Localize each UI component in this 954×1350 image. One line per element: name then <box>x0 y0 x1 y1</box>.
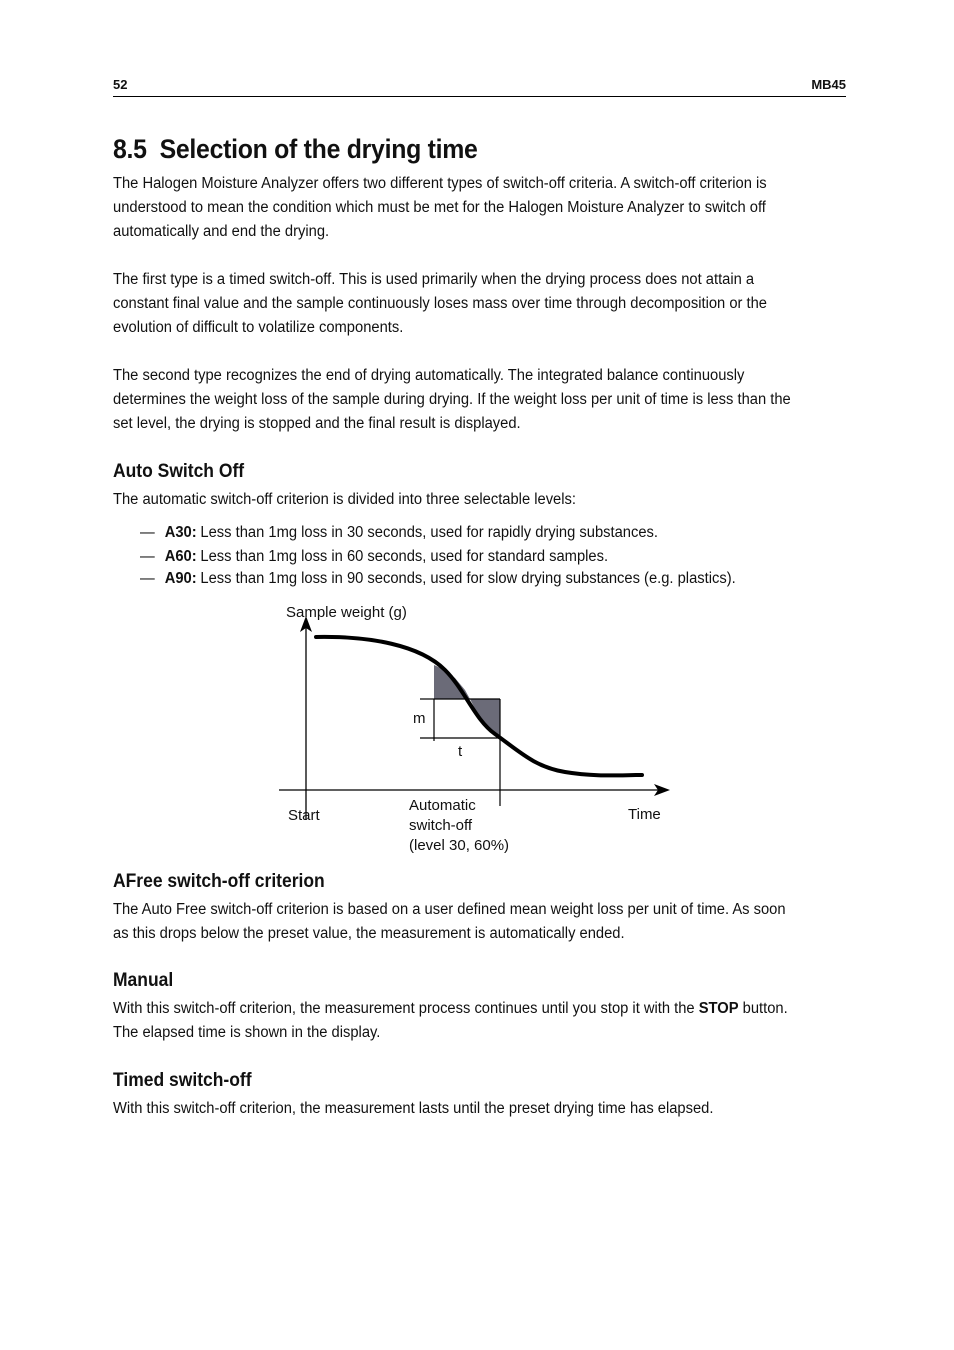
list-dash: — <box>140 524 155 541</box>
list-dash: — <box>140 548 155 565</box>
text-line: set level, the drying is stopped and the final result is displayed. <box>113 415 521 432</box>
section-number: 8.5 <box>113 134 147 164</box>
list-dash: — <box>140 570 155 587</box>
level-key: A90: <box>164 570 197 587</box>
m-label: m <box>413 710 426 727</box>
text-run: button. <box>742 1000 788 1017</box>
manual-heading: Manual <box>113 970 174 991</box>
text-line: determines the weight loss of the sample during drying. If the weight loss per unit of time is less than the <box>113 391 791 408</box>
auto-switch-off-description: The automatic switch-off criterion is divided into three selectable levels: <box>113 491 576 508</box>
auto-switch-off-label-line3: (level 30, 60%) <box>409 837 510 854</box>
page-number: 52 <box>113 77 128 92</box>
auto-switch-off-heading: Auto Switch Off <box>113 461 245 482</box>
stop-button-name: STOP <box>698 1000 739 1017</box>
level-text: Less than 1mg loss in 60 seconds, used for standard samples. <box>200 548 609 565</box>
text-line: The elapsed time is shown in the display. <box>113 1024 381 1041</box>
afree-paragraph <box>113 898 816 946</box>
start-label: Start <box>288 807 320 824</box>
text-line: The Auto Free switch-off criterion is based on a user defined mean weight loss per unit of time. As soon <box>113 901 786 918</box>
section-title-text: Selection of the drying time <box>159 134 478 164</box>
text-line: automatically and end the drying. <box>113 223 330 240</box>
auto-switch-off-label-line2: switch-off <box>409 817 473 834</box>
auto-switch-off-label-line1: Automatic <box>409 797 476 814</box>
text-line: understood to mean the condition which must be met for the Halogen Moisture Analyzer to switch off <box>113 199 766 216</box>
level-text: Less than 1mg loss in 90 seconds, used for slow drying substances (e.g. plastics). <box>200 570 736 587</box>
level-key: A60: <box>164 548 197 565</box>
text-line: as this drops below the preset value, the measurement is automatically ended. <box>113 925 625 942</box>
text-line <box>113 997 816 1021</box>
text-line: constant final value and the sample continuously loses mass over time through decomposition or the <box>113 295 768 312</box>
level-text: Less than 1mg loss in 30 seconds, used for rapidly drying substances. <box>200 524 658 541</box>
t-label: t <box>458 743 463 760</box>
timed-heading: Timed switch-off <box>113 1070 252 1091</box>
time-label: Time <box>628 806 661 823</box>
text-run: With this switch-off criterion, the measurement process continues until you stop it with the <box>113 1000 695 1017</box>
text-line: evolution of difficult to volatilize components. <box>113 319 404 336</box>
timed-paragraph: With this switch-off criterion, the measurement lasts until the preset drying time has elapsed. <box>113 1100 714 1117</box>
manual-paragraph <box>113 997 816 1045</box>
text-line: The second type recognizes the end of drying automatically. The integrated balance continuously <box>113 367 745 384</box>
level-key: A30: <box>164 524 197 541</box>
text-line: The Halogen Moisture Analyzer offers two different types of switch-off criteria. A switch-off criterion is <box>113 175 767 192</box>
document-id: MB45 <box>811 77 846 92</box>
afree-heading: AFree switch-off criterion <box>113 871 325 892</box>
y-axis-label: Sample weight (g) <box>286 604 407 621</box>
text-line: The first type is a timed switch-off. This is used primarily when the drying process does not attain a <box>113 271 755 288</box>
